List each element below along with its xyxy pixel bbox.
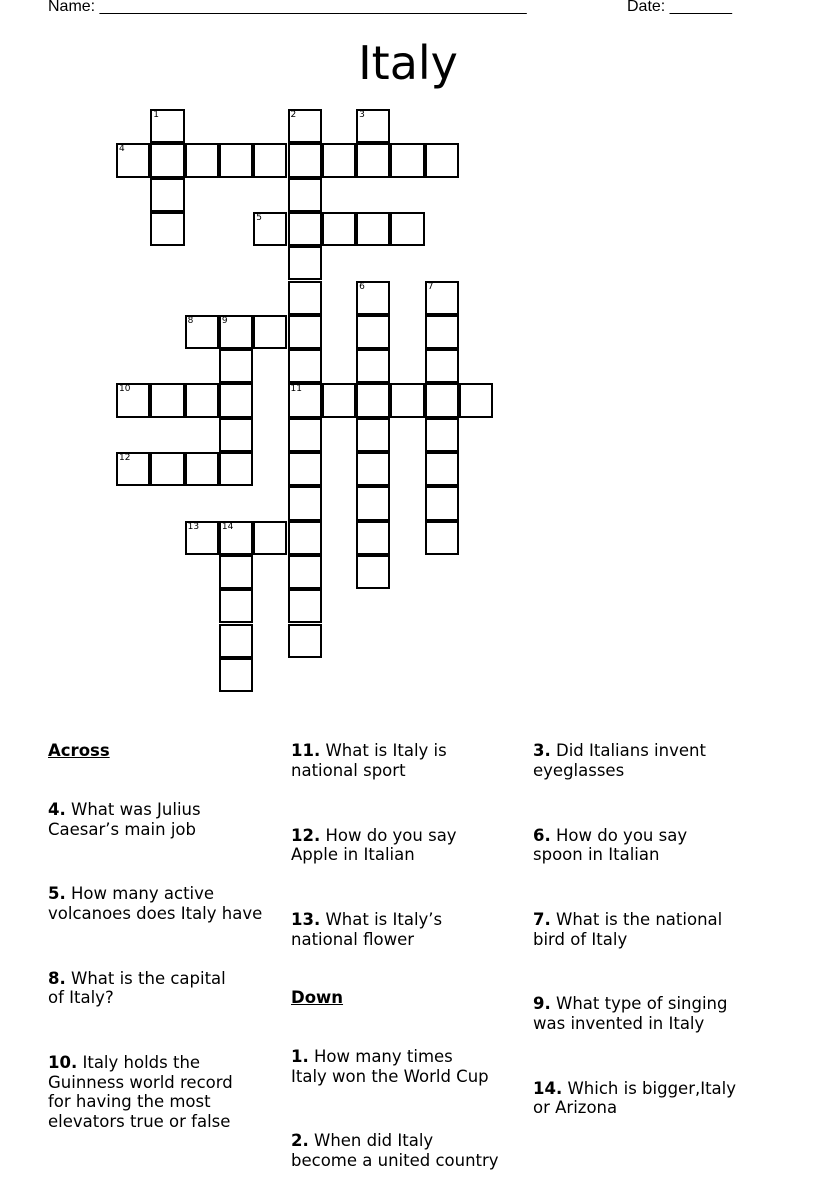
crossword-cell[interactable] — [288, 109, 322, 143]
cell-number: 10 — [119, 384, 131, 395]
crossword-cell[interactable] — [356, 555, 390, 589]
crossword-cell[interactable] — [425, 521, 459, 555]
clue-across: 10. Italy holds the Guinness world record for having the most elevators true or false — [48, 1053, 233, 1131]
crossword-cell[interactable] — [288, 486, 322, 520]
crossword-cell[interactable] — [459, 383, 493, 417]
crossword-cell[interactable] — [356, 349, 390, 383]
crossword-cell[interactable] — [425, 418, 459, 452]
clue-across: 5. How many active volcanoes does Italy have — [48, 884, 263, 923]
crossword-cell[interactable] — [356, 486, 390, 520]
clue-down: 1. How many times Italy won the World Cup — [291, 1047, 489, 1086]
clue-column-3 — [533, 702, 736, 1143]
crossword-cell[interactable] — [356, 109, 390, 143]
crossword-cell[interactable] — [219, 589, 253, 623]
crossword-cell[interactable] — [185, 383, 219, 417]
crossword-cell[interactable] — [253, 212, 287, 246]
crossword-cell[interactable] — [322, 383, 356, 417]
cell-number: 5 — [256, 212, 262, 223]
crossword-cell[interactable] — [288, 589, 322, 623]
cell-number: 7 — [427, 281, 434, 292]
crossword-cell[interactable] — [425, 383, 459, 417]
clue-column-1 — [48, 702, 262, 1157]
cell-number: 9 — [221, 315, 228, 326]
crossword-cell[interactable] — [322, 212, 356, 246]
crossword-cell[interactable] — [288, 281, 322, 315]
cell-number: 8 — [187, 315, 194, 326]
clue-down: 9. What type of singing was invented in Italy — [533, 994, 728, 1033]
crossword-cell[interactable] — [116, 452, 150, 486]
crossword-cell[interactable] — [288, 246, 322, 280]
down-heading: Down — [291, 988, 344, 1008]
clue-column-2 — [291, 702, 499, 1196]
crossword-cell[interactable] — [288, 315, 322, 349]
crossword-cell[interactable] — [219, 349, 253, 383]
cell-number: 14 — [221, 521, 234, 532]
crossword-cell[interactable] — [150, 383, 184, 417]
crossword-cell[interactable] — [288, 418, 322, 452]
cell-number: 6 — [359, 281, 365, 292]
crossword-cell[interactable] — [425, 452, 459, 486]
crossword-cell[interactable] — [219, 658, 253, 692]
crossword-cell[interactable] — [185, 452, 219, 486]
crossword-cell[interactable] — [150, 178, 184, 212]
crossword-cell[interactable] — [288, 555, 322, 589]
crossword-cell[interactable] — [253, 315, 287, 349]
across-heading: Across — [48, 741, 110, 761]
crossword-cell[interactable] — [288, 212, 322, 246]
clue-down: 7. What is the national bird of Italy — [533, 909, 723, 949]
cell-number: 11 — [290, 384, 302, 395]
clue-across: 8. What is the capital of Italy? — [48, 968, 226, 1008]
crossword-cell[interactable] — [425, 281, 459, 315]
crossword-cell[interactable] — [219, 143, 253, 177]
crossword-cell[interactable] — [356, 383, 390, 417]
crossword-cell[interactable] — [425, 143, 459, 177]
clue-down: 3. Did Italians invent eyeglasses — [533, 741, 706, 780]
crossword-cell[interactable] — [150, 212, 184, 246]
cell-number: 12 — [119, 453, 131, 463]
crossword-cell[interactable] — [288, 178, 322, 212]
crossword-cell[interactable] — [425, 349, 459, 383]
crossword-cell[interactable] — [356, 143, 390, 177]
crossword-cell[interactable] — [219, 418, 253, 452]
page-title: Italy — [358, 36, 458, 90]
cell-number: 13 — [187, 521, 200, 532]
crossword-cell[interactable] — [150, 109, 184, 143]
cell-number: 3 — [359, 110, 365, 120]
date-field[interactable]: Date: _______ — [627, 0, 732, 15]
cell-number: 1 — [153, 110, 160, 120]
crossword-cell[interactable] — [390, 383, 424, 417]
crossword-cell[interactable] — [150, 452, 184, 486]
crossword-cell[interactable] — [116, 143, 150, 177]
crossword-cell[interactable] — [425, 315, 459, 349]
crossword-cell[interactable] — [219, 555, 253, 589]
clue-across: 13. What is Italy’s national flower — [291, 909, 443, 949]
crossword-cell[interactable] — [219, 315, 253, 349]
crossword-cell[interactable] — [356, 521, 390, 555]
crossword-cell[interactable] — [185, 315, 219, 349]
crossword-cell[interactable] — [322, 143, 356, 177]
crossword-cell[interactable] — [288, 143, 322, 177]
crossword-cell[interactable] — [356, 212, 390, 246]
crossword-cell[interactable] — [288, 383, 322, 417]
crossword-cell[interactable] — [425, 486, 459, 520]
name-field[interactable]: Name: ________________________________________________ — [48, 0, 527, 15]
crossword-cell[interactable] — [219, 624, 253, 658]
crossword-cell[interactable] — [185, 521, 219, 555]
crossword-cell[interactable] — [356, 418, 390, 452]
crossword-cell[interactable] — [390, 143, 424, 177]
crossword-cell[interactable] — [185, 143, 219, 177]
crossword-cell[interactable] — [356, 281, 390, 315]
clue-down: 2. When did Italy become a united country — [291, 1131, 499, 1171]
crossword-cell[interactable] — [116, 383, 150, 417]
crossword-cell[interactable] — [288, 521, 322, 555]
crossword-cell[interactable] — [219, 452, 253, 486]
crossword-cell[interactable] — [356, 452, 390, 486]
crossword-cell[interactable] — [288, 349, 322, 383]
clue-down: 6. How do you say spoon in Italian — [533, 825, 688, 865]
crossword-cell[interactable] — [219, 383, 253, 417]
crossword-cell[interactable] — [288, 624, 322, 658]
crossword-cell[interactable] — [219, 521, 253, 555]
crossword-cell[interactable] — [253, 143, 287, 177]
crossword-cell[interactable] — [150, 143, 184, 177]
cell-number: 2 — [290, 110, 297, 120]
crossword-cell[interactable] — [288, 452, 322, 486]
crossword-cell[interactable] — [390, 212, 424, 246]
crossword-cell[interactable] — [356, 315, 390, 349]
clue-across: 11. What is Italy is national sport — [291, 741, 447, 780]
clue-across: 12. How do you say Apple in Italian — [291, 825, 457, 865]
clue-down: 14. Which is bigger,Italy or Arizona — [533, 1078, 737, 1118]
cell-number: 4 — [119, 144, 125, 155]
crossword-cell[interactable] — [253, 521, 287, 555]
clue-across: 4. What was Julius Caesar’s main job — [48, 799, 201, 839]
